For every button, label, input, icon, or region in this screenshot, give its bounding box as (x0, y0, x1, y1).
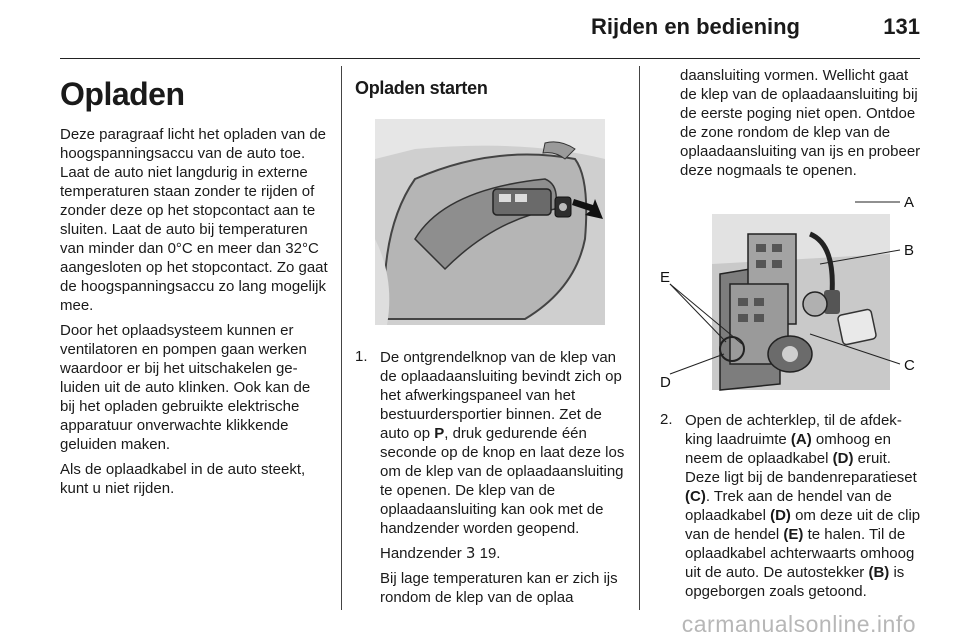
step-1-text-part: , druk gedurende één seconde op de knop en laat deze los om de klep van de oplaadaansluiting te openen. De klep van de oplaadaansluiting kan ook met de handzender worden geopend. (380, 425, 625, 537)
subsection-heading: Opladen starten (355, 78, 488, 98)
arrow-reference-icon: 3 (465, 544, 476, 562)
header-rule (60, 58, 920, 59)
step-2-text-part: is opgeborgen zoals getoond. (685, 564, 905, 600)
park-position-label: P (434, 425, 445, 442)
paragraph-cable: Als de oplaadkabel in de auto steekt, kunt u niet rijden. (60, 461, 306, 497)
ref-b: (B) (868, 564, 890, 581)
figure-label-b: B (904, 242, 915, 259)
figure-label-e: E (660, 269, 671, 286)
ref-c: (C) (685, 488, 706, 505)
running-header-title: Rijden en bediening (590, 14, 800, 39)
ice-note-start: Bij lage temperaturen kan er zich ijs rondom de klep van de oplaa (380, 570, 618, 606)
column-divider-1 (341, 66, 342, 610)
reference-page: 19. (479, 545, 501, 562)
ice-note-end: daansluiting vormen. Wellicht gaat de klep van de oplaadaansluiting bij de eerste poging niet open. Ontdoe de zone rondom de klep van de oplaadaansluiting van ijs en probeer deze nogmaals te openen. (680, 67, 921, 179)
figure-label-d: D (660, 374, 671, 391)
steps-list (355, 348, 625, 538)
figure-label-c: C (904, 357, 915, 374)
column-3 (660, 66, 922, 607)
step-2-text (685, 411, 922, 601)
ref-d: (D) (832, 450, 854, 467)
column-divider-2 (639, 66, 640, 610)
step-2-text-part: eruit. Deze ligt bij de bandenreparatieset (685, 450, 917, 486)
figure-label-a: A (904, 194, 915, 211)
step-2-text-part: om deze uit de clip van de hendel (685, 507, 921, 543)
step-1-text-part: De ontgrendelknop van de klep van de oplaadaansluiting bevindt zich op het afwerkingspaneel van het bestuurdersportier binnen. Zet de auto op (380, 349, 622, 442)
step-2-text-part: omhoog en neem de oplaadkabel (685, 431, 891, 467)
page-number: 131 (883, 14, 920, 39)
paragraph-noises: Door het oplaadsysteem kunnen er ventilatoren en pompen gaan werken waardoor er bij het uitschakelen geluiden uit de auto klinken. Ook kan de bij het opladen gebruikte elektrische apparatuur onverwachte klikkende geluiden maken. (60, 322, 311, 453)
ref-d: (D) (770, 507, 791, 524)
door-panel-illustration (375, 119, 605, 325)
step-number: 2. (660, 411, 673, 428)
paragraph-intro: Deze paragraaf licht het opladen van de hoogspanningsaccu van de auto toe. Laat de auto niet langdurig in externe temperaturen staan zonder te rijden of zonder deze op het stopcontact aan te sluiten. Laat de auto bij temperaturen van minder dan 0°C en meer dan 32°C aangesloten op het stopcontact. Zo gaat de hoogspanningsaccu zo lang mogelijk mee. (60, 126, 328, 314)
ref-e: (E) (783, 526, 804, 543)
cross-reference (380, 544, 625, 563)
list-item (660, 411, 922, 601)
column-2 (355, 66, 625, 613)
ref-a: (A) (790, 431, 812, 448)
step-2-text-part: . Trek aan de hendel van de oplaadkabel (685, 488, 892, 524)
list-item (355, 348, 625, 538)
watermark: carmanualsonline.info (681, 611, 916, 637)
step-2-text-part: Open de achterklep, til de afdekking laadruimte (685, 412, 902, 448)
step-number: 1. (355, 348, 368, 365)
reference-label: Handzender (380, 545, 462, 562)
section-heading: Opladen (60, 76, 185, 112)
step-1-text (380, 348, 625, 538)
column-1 (60, 66, 328, 504)
step-2-text-part: te halen. Til de oplaadkabel achterwaarts omhoog uit de auto. De autostekker (685, 526, 915, 581)
cargo-area-illustration (660, 194, 922, 392)
